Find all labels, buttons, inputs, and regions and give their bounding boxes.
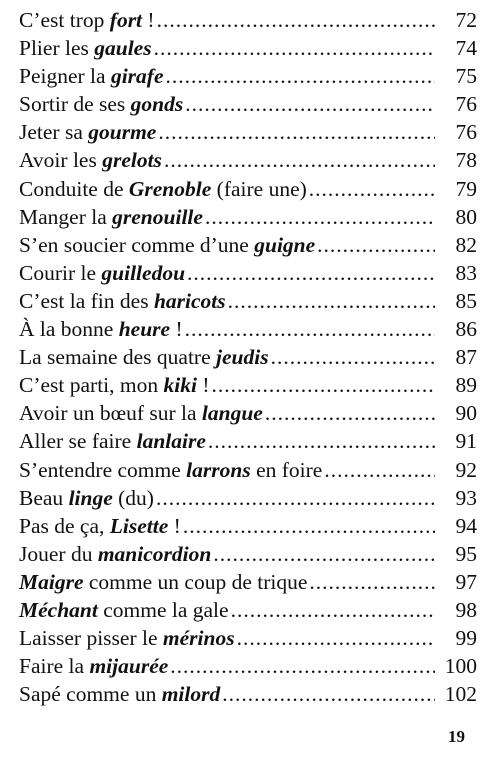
entry-text: C’est la fin des	[19, 288, 154, 313]
entry-page-number: 83	[455, 260, 477, 285]
toc-entry	[19, 456, 477, 484]
entry-keyword: mijaurée	[89, 654, 169, 679]
toc-entry	[19, 6, 477, 34]
entry-keyword: manicordion	[97, 541, 212, 566]
entry-text: Conduite de	[19, 176, 129, 201]
entry-title	[19, 315, 183, 343]
dot-leader	[170, 652, 435, 680]
toc-entry	[19, 287, 477, 315]
toc-entry	[19, 568, 477, 596]
entry-keyword: larrons	[186, 457, 251, 482]
dot-leader	[231, 596, 435, 624]
dot-leader	[158, 118, 435, 146]
entry-text: Aller se faire	[19, 429, 137, 454]
entry-keyword: guigne	[254, 232, 316, 257]
entry-page-number: 85	[455, 288, 477, 313]
entry-keyword: grelots	[102, 148, 162, 173]
entry-text: À la bonne	[19, 317, 119, 342]
entry-page-number: 72	[455, 8, 477, 32]
entry-keyword: gaules	[94, 36, 152, 61]
dot-leader	[324, 456, 435, 484]
entry-text: (faire une)	[211, 176, 307, 201]
entry-page-number: 99	[455, 626, 477, 651]
entry-page-number: 100	[444, 654, 477, 679]
toc-entry	[19, 343, 477, 371]
entry-page-number: 93	[455, 485, 477, 510]
dot-leader	[166, 62, 436, 90]
dot-leader	[213, 540, 435, 568]
dot-leader	[208, 427, 435, 455]
entry-keyword: langue	[201, 401, 263, 426]
entry-title	[19, 118, 156, 146]
toc-entry	[19, 259, 477, 287]
entry-text: C’est parti, mon	[19, 373, 164, 398]
entry-keyword: jeudis	[216, 345, 269, 370]
entry-title	[19, 596, 229, 624]
entry-page-number: 87	[455, 345, 477, 370]
entry-page-number: 97	[455, 569, 477, 594]
dot-leader	[157, 6, 435, 34]
page-number: 19	[448, 727, 465, 746]
entry-text: Avoir les	[19, 148, 103, 173]
toc-entry	[19, 118, 477, 146]
toc-entry	[19, 399, 477, 427]
toc-entry	[19, 371, 477, 399]
entry-page-number: 78	[455, 148, 477, 173]
entry-page-number: 92	[455, 457, 477, 482]
entry-keyword: lanlaire	[136, 429, 206, 454]
entry-text: S’entendre comme	[19, 457, 187, 482]
dot-leader	[154, 34, 435, 62]
dot-leader	[309, 568, 435, 596]
entry-keyword: linge	[68, 485, 113, 510]
entry-title	[19, 484, 154, 512]
entry-title	[19, 512, 181, 540]
dot-leader	[222, 680, 435, 708]
entry-page-number: 95	[455, 541, 477, 566]
entry-text: (du)	[112, 485, 154, 510]
entry-title	[19, 259, 185, 287]
entry-title	[19, 427, 206, 455]
entry-text: Peigner la	[19, 64, 111, 89]
entry-page-number: 89	[455, 373, 477, 398]
entry-page-number: 91	[455, 429, 477, 454]
entry-title	[19, 456, 322, 484]
toc-entry	[19, 652, 477, 680]
entry-title	[19, 624, 235, 652]
entry-page-number: 98	[455, 597, 477, 622]
entry-text: Pas de ça,	[19, 513, 110, 538]
entry-text: Faire la	[19, 654, 90, 679]
dot-leader	[317, 231, 435, 259]
dot-leader	[185, 315, 435, 343]
entry-text: Laisser pisser le	[19, 626, 163, 651]
dot-leader	[212, 371, 435, 399]
dot-leader	[156, 484, 435, 512]
entry-text: Sortir de ses	[19, 92, 131, 117]
dot-leader	[183, 512, 435, 540]
toc-entry	[19, 90, 477, 118]
entry-text: Jouer du	[19, 541, 98, 566]
entry-text: Courir le	[19, 260, 102, 285]
entry-text: !	[170, 317, 183, 342]
toc-entry	[19, 231, 477, 259]
dot-leader	[271, 343, 435, 371]
entry-keyword: Lisette	[109, 513, 169, 538]
entry-title	[19, 371, 210, 399]
entry-text: S’en soucier comme d’une	[19, 232, 255, 257]
entry-title	[19, 175, 307, 203]
entry-page-number: 76	[455, 92, 477, 117]
entry-title	[19, 652, 168, 680]
entry-keyword: fort	[109, 8, 143, 32]
entry-page-number: 90	[455, 401, 477, 426]
entry-page-number: 80	[455, 204, 477, 229]
entry-keyword: Grenoble	[128, 176, 212, 201]
dot-leader	[185, 90, 435, 118]
entry-text: La semaine des quatre	[19, 345, 216, 370]
entry-text: en foire	[250, 457, 323, 482]
dot-leader	[205, 203, 435, 231]
dot-leader	[164, 146, 435, 174]
entry-title	[19, 6, 155, 34]
toc-entry	[19, 427, 477, 455]
toc-entry	[19, 315, 477, 343]
toc-entry	[19, 624, 477, 652]
entry-title	[19, 62, 164, 90]
entry-title	[19, 203, 203, 231]
toc-entry	[19, 175, 477, 203]
toc-entry	[19, 512, 477, 540]
entry-page-number: 75	[455, 64, 477, 89]
entry-text: Sapé comme un	[19, 682, 162, 707]
entry-keyword: girafe	[110, 64, 164, 89]
entry-page-number: 79	[455, 176, 477, 201]
entry-text: !	[196, 373, 210, 398]
entry-title	[19, 231, 315, 259]
entry-keyword: grenouille	[112, 204, 203, 229]
entry-text: Avoir un bœuf sur la	[19, 401, 202, 426]
entry-title	[19, 343, 269, 371]
entry-text: Manger la	[19, 204, 113, 229]
entry-page-number: 74	[455, 36, 477, 61]
dot-leader	[265, 399, 435, 427]
entry-keyword: guilledou	[101, 260, 186, 285]
toc-entry	[19, 680, 477, 708]
dot-leader	[228, 287, 435, 315]
entry-text: !	[168, 513, 181, 538]
entry-title	[19, 399, 263, 427]
entry-page-number: 102	[444, 682, 477, 707]
entry-text: Plier les	[19, 36, 95, 61]
entry-text: comme la gale	[97, 597, 229, 622]
dot-leader	[237, 624, 435, 652]
entry-page-number: 82	[455, 232, 477, 257]
entry-title	[19, 146, 162, 174]
entry-title	[19, 90, 183, 118]
toc-entry	[19, 34, 477, 62]
entry-page-number: 76	[455, 120, 477, 145]
entry-text: Beau	[19, 485, 69, 510]
toc-entry	[19, 203, 477, 231]
toc-entry	[19, 484, 477, 512]
entry-title	[19, 680, 220, 708]
entry-keyword: kiki	[163, 373, 197, 398]
dot-leader	[309, 175, 435, 203]
entry-text: comme un coup de trique	[83, 569, 308, 594]
table-of-contents	[19, 6, 477, 708]
entry-title	[19, 34, 152, 62]
entry-keyword: haricots	[153, 288, 226, 313]
entry-title	[19, 568, 307, 596]
entry-text: !	[142, 8, 155, 32]
entry-title	[19, 287, 226, 315]
toc-entry	[19, 596, 477, 624]
entry-keyword: Maigre	[19, 569, 84, 594]
entry-keyword: heure	[118, 317, 171, 342]
toc-entry	[19, 62, 477, 90]
dot-leader	[187, 259, 435, 287]
toc-entry	[19, 146, 477, 174]
entry-keyword: Méchant	[19, 597, 98, 622]
entry-keyword: gonds	[130, 92, 184, 117]
entry-text: C’est trop	[19, 8, 110, 32]
entry-title	[19, 540, 211, 568]
entry-page-number: 94	[455, 513, 477, 538]
entry-keyword: mérinos	[162, 626, 235, 651]
entry-text: Jeter sa	[19, 120, 89, 145]
entry-keyword: milord	[161, 682, 221, 707]
toc-entry	[19, 540, 477, 568]
entry-page-number: 86	[455, 317, 477, 342]
entry-keyword: gourme	[88, 120, 157, 145]
